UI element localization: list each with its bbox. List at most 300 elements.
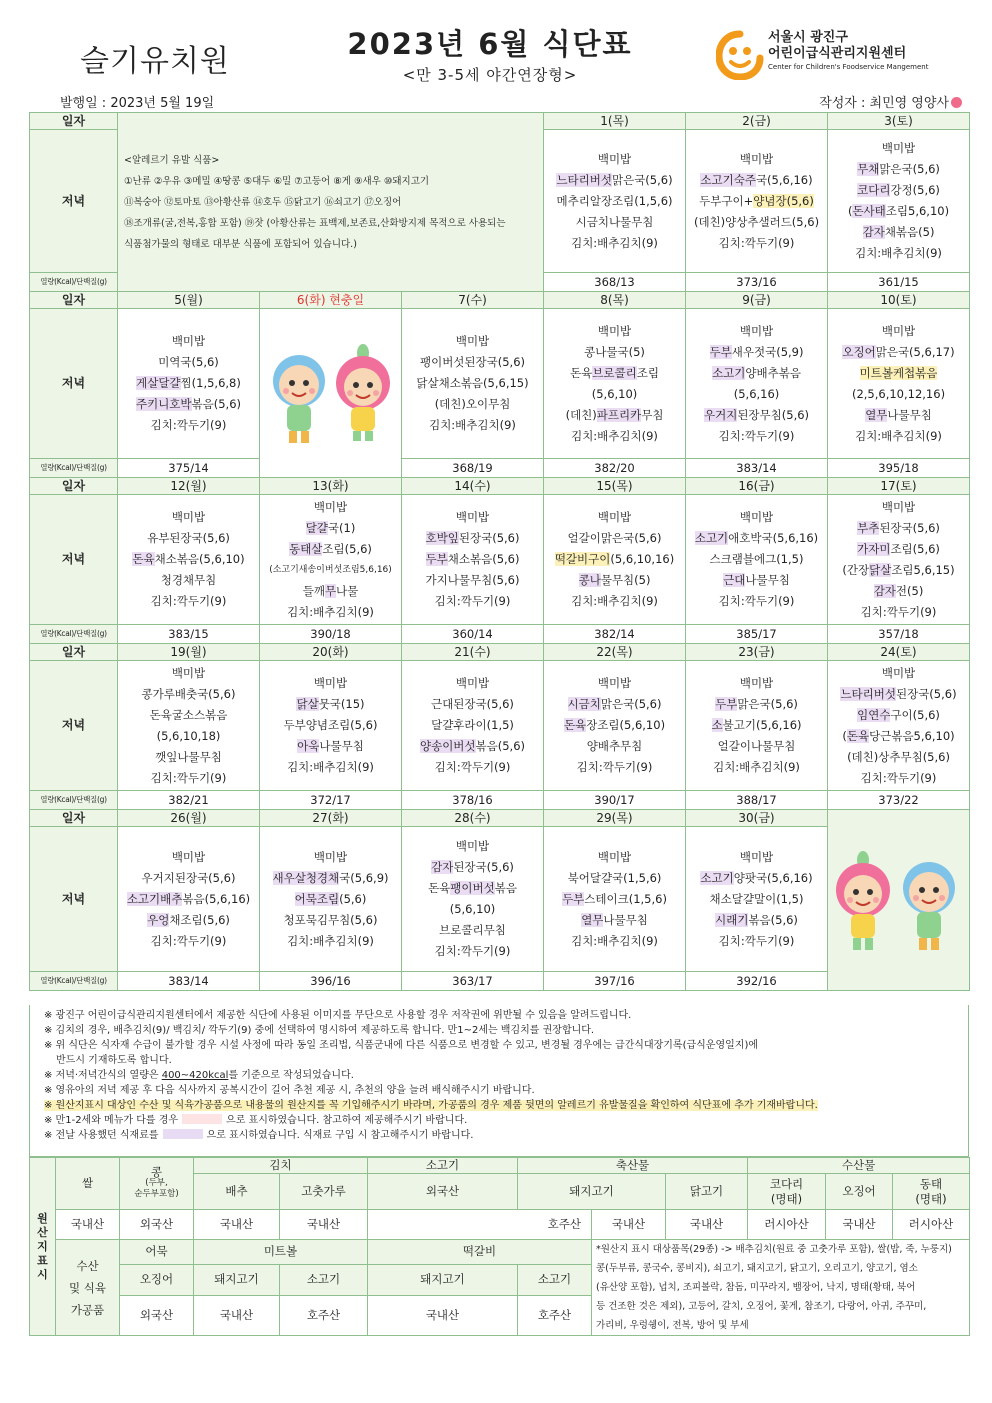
page-title: 2023년 6월 식단표 (347, 27, 633, 61)
kimchi-header: 김치 (194, 1158, 368, 1174)
menu-item: 백미밥 (739, 151, 774, 166)
note-legend-purple-post: 으로 표시하였습니다. 식재료 구입 시 참고해주시기 바랍니다. (206, 1130, 474, 1141)
menu-cell (118, 309, 260, 459)
kcal-value: 375/14 (118, 459, 260, 478)
menu-item: 백미밥 (597, 676, 632, 690)
menu-item: 무채맑은국(5,6) (857, 162, 940, 176)
menu-item: 백미밥 (597, 510, 632, 524)
menu-cell (544, 309, 686, 459)
menu-item: 김치:깍두기(9) (718, 428, 795, 443)
menu-item: 느타리버섯된장국(5,6) (840, 686, 957, 701)
note-calorie-pre: ※ 저녁·저녁간식의 열량은 (44, 1070, 162, 1081)
dinner-label: 저녁 (30, 661, 118, 791)
menu-item: 돈육브로콜리조림 (570, 365, 659, 380)
highlighted-ingredient: 소고기숙주 (700, 172, 756, 187)
menu-item: 돈육팽이버섯볶음 (428, 881, 517, 895)
menu-item: 청경채무침 (160, 573, 217, 587)
menu-item (828, 363, 969, 384)
pollack2-header (893, 1174, 970, 1210)
highlighted-ingredient: 파프리카 (596, 407, 642, 422)
menu-item: 김치:배추김치(9) (571, 594, 658, 608)
menu-item: 우거지된장국(5,6) (141, 870, 236, 885)
week3-kcal-row (30, 625, 970, 644)
menu-item: 두부양념조림(5,6) (283, 718, 378, 732)
origin-side-char: 표 (37, 1253, 48, 1267)
menu-item: (간장닭살조림5,6,15) (842, 562, 955, 577)
menu-item: (데친)파프리카무침 (565, 407, 664, 422)
highlighted-ingredient: 호박잎 (425, 531, 459, 545)
menu-item: 두부새우젓국(5,9) (709, 344, 804, 359)
menu-item: 소고기양팟국(5,6,16) (700, 870, 813, 885)
menu-item: 백미밥 (597, 323, 632, 338)
highlighted-ingredient: 게살달걀 (136, 376, 181, 390)
highlighted-ingredient: 두부 (425, 552, 448, 566)
day-header: 30(금) (686, 810, 828, 827)
menu-item: 백미밥 (881, 499, 916, 514)
kcal-value: 382/14 (544, 625, 686, 644)
day-header: 5(월) (118, 292, 260, 309)
highlighted-ingredient: 어묵조림 (294, 891, 340, 906)
note-legend-pink-post: 으로 표시하였습니다. 참고하여 제공해주시기 바랍니다. (226, 1115, 468, 1126)
allergy-title: <알레르기 유발 식품> (124, 154, 220, 166)
day-header: 15(목) (544, 478, 686, 495)
allergy-line: ⑪복숭아 ⑫토마토 ⑬아황산류 ⑭호두 ⑮닭고기 ⑯쇠고기 ⑰오징어 (124, 196, 402, 208)
menu-item: 우거지된장무침(5,6) (704, 407, 810, 422)
menu-item: (돈사태조림5,6,10) (847, 204, 950, 218)
origin-header-row-1 (30, 1158, 970, 1174)
pollack1-header (748, 1174, 826, 1210)
menu-cell (118, 827, 260, 972)
kcal-value: 368/13 (544, 273, 686, 292)
origin-value: 러시아산 (893, 1210, 970, 1240)
menu-item: 백미밥 (881, 665, 916, 680)
menu-item: 주키니호박볶음(5,6) (135, 397, 242, 411)
menu-cell (686, 309, 828, 459)
note-calorie (44, 1068, 962, 1083)
menu-item: 동태살조림(5,6) (289, 541, 372, 556)
highlighted-ingredient: 돈육 (563, 718, 587, 732)
kindergarten-name: 슬기유치원 (80, 44, 230, 79)
note-calorie-range: 400~420kcal (161, 1070, 229, 1081)
menu-item: 시금치맑은국(5,6) (567, 697, 662, 711)
menu-item: 김치:깍두기(9) (150, 770, 227, 785)
menu-item: (데친)상추무침(5,6) (847, 749, 950, 764)
menu-item: 얼갈이나물무침 (717, 739, 796, 753)
origin-value: 외국산 (120, 1210, 194, 1240)
day-header: 28(수) (402, 810, 544, 827)
origin-side-char: 시 (37, 1267, 48, 1281)
menu-item: 두부구이+양념장(5,6) (699, 193, 814, 208)
kcal-label: 열량(Kcal)/단백질(g) (30, 625, 118, 644)
menu-item: 양배추무침 (586, 739, 643, 753)
menu-item: (5,6,16) (733, 386, 780, 401)
highlighted-ingredient: 돈육 (846, 728, 870, 743)
menu-item: 김치:깍두기(9) (860, 604, 937, 619)
menu-item: 소불고기(5,6,16) (711, 718, 802, 732)
day-header: 26(월) (118, 810, 260, 827)
day-header: 7(수) (402, 292, 544, 309)
menu-item: (소고기새송이버섯조림5,6,16) (269, 564, 392, 575)
dinner-label: 저녁 (30, 309, 118, 459)
menu-item: 아욱나물무침 (297, 739, 364, 753)
origin-target-line: 콩(두부류, 콩국수, 콩비지), 쇠고기, 돼지고기, 닭고기, 오리고기, 양고기, 염소 (596, 1263, 918, 1274)
menu-item: 백미밥 (313, 499, 348, 514)
note-portion: ※ 영유아의 저녁 제공 후 다음 식사까지 공복시간이 길어 추천 제공 시, 추천의 양을 늘려 배식해주시기 바랍니다. (44, 1085, 535, 1096)
kcal-value: 382/20 (544, 459, 686, 478)
menu-item: (돈육당근볶음5,6,10) (842, 728, 955, 743)
author-text: 작성자 : 최민영 영양사 (819, 96, 949, 111)
day-header: 1(목) (544, 113, 686, 130)
highlighted-ingredient: 부추 (857, 520, 880, 535)
day-header: 14(수) (402, 478, 544, 495)
highlighted-ingredient: 두부 (715, 697, 738, 711)
menu-item: 어묵조림(5,6) (294, 891, 367, 906)
processed-header (56, 1240, 120, 1336)
menu-item: 청포묵김무침(5,6) (283, 912, 378, 927)
menu-item: 백미밥 (597, 151, 632, 166)
highlighted-ingredient: 코다리 (857, 183, 891, 197)
menu-item: 돈육굴소스볶음 (149, 707, 228, 722)
menu-item: 콩나물국(5) (584, 344, 645, 359)
day-header: 10(토) (828, 292, 970, 309)
menu-cell (686, 495, 828, 625)
highlighted-ingredient: 양념장(5,6) (753, 193, 814, 208)
menu-item: 가지나물무침(5,6) (425, 573, 520, 587)
origin-value: 외국산 (120, 1295, 194, 1335)
menu-item: (5,6,10) (591, 386, 638, 401)
kcal-label: 열량(Kcal)/단백질(g) (30, 273, 118, 292)
menu-item: 백미밥 (881, 323, 916, 338)
menu-item: 유부된장국(5,6) (147, 531, 230, 545)
origin-target-line: 등 건조한 것은 제외), 고등어, 갈치, 오징어, 꽃게, 참조기, 다랑어, 아귀, 주꾸미, (596, 1301, 927, 1312)
allergy-info (118, 113, 544, 292)
highlighted-ingredient: 브로콜리 (592, 365, 637, 380)
day-header: 20(화) (260, 644, 402, 661)
kcal-value: 397/16 (544, 972, 686, 991)
menu-item: 김치:배추김치(9) (571, 235, 658, 250)
highlighted-ingredient: 소고기 (700, 870, 734, 885)
bean-header-sub: 순두부포함) (134, 1189, 179, 1199)
menu-item: 콩가루배춧국(5,6) (141, 686, 236, 701)
day-header: 2(금) (686, 113, 828, 130)
menu-item: 미역국(5,6) (158, 355, 219, 369)
menu-item: 양송이버섯볶음(5,6) (419, 739, 526, 753)
purple-legend-swatch (163, 1129, 203, 1139)
menu-item: 김치:깍두기(9) (718, 933, 795, 948)
pollack1-header-sub: (명태) (770, 1191, 803, 1206)
day-header: 19(월) (118, 644, 260, 661)
menu-item: 달걀후라이(1,5) (431, 718, 514, 732)
menu-item: 콩나물무침(5) (578, 573, 651, 587)
note-substitution: ※ 위 식단은 식자재 수급이 불가할 경우 시설 사정에 따라 동일 조리법, 식품군내에 다른 식품으로 변경할 수 있고, 변경될 경우에는 급간식대장기록(급식운영일지)에 (44, 1040, 759, 1051)
processed-header-line: 가공품 (70, 1302, 105, 1317)
menu-item: (데친)오이무침 (434, 397, 511, 411)
menu-cell (402, 495, 544, 625)
bean-header-title: 콩 (150, 1165, 163, 1179)
highlighted-ingredient: 주키니호박 (135, 397, 192, 411)
highlighted-ingredient: 느타리버섯 (840, 686, 896, 701)
menu-item: 깻잎나물무침 (155, 749, 222, 764)
highlighted-ingredient: 열무 (865, 407, 888, 422)
pink-legend-swatch (182, 1114, 222, 1124)
note-legend-pink-pre: ※ 만1-2세와 메뉴가 다를 경우 (44, 1115, 179, 1126)
kcal-value: 396/16 (260, 972, 402, 991)
kcal-value: 383/14 (118, 972, 260, 991)
menu-cell (260, 661, 402, 791)
menu-item: 북어달걀국(1,5,6) (567, 870, 662, 885)
day-label: 일자 (30, 292, 118, 309)
menu-cell (686, 827, 828, 972)
livestock-header: 축산물 (518, 1158, 748, 1174)
menu-item: 새우살청경채국(5,6,9) (272, 870, 389, 885)
highlighted-ingredient: 임연수 (857, 707, 891, 722)
week4-day-row (30, 644, 970, 661)
menu-item: 메추리알장조림(1,5,6) (556, 193, 673, 208)
menu-cell (260, 827, 402, 972)
seafood-header: 수산물 (748, 1158, 970, 1174)
menu-item: 김치:깍두기(9) (576, 760, 653, 774)
allergy-line: ⑱조개류(굴,전복,홍합 포함) ⑲잣 (아황산류는 표백제,보존료,산화방지제 목적으로 사용되는 (124, 217, 506, 229)
menu-cell (402, 661, 544, 791)
kcal-value: 361/15 (828, 273, 970, 292)
rice-header: 쌀 (56, 1158, 120, 1210)
highlighted-ingredient: 두부 (709, 344, 732, 359)
highlighted-ingredient: 새우살청경채 (272, 870, 340, 885)
note-legend-purple (44, 1128, 962, 1143)
highlighted-ingredient: 우엉 (147, 912, 170, 927)
pork-header: 돼지고기 (518, 1174, 666, 1210)
menu-item: 소고기양배추볶음 (712, 365, 801, 380)
menu-item: (데친)양상추샐러드(5,6) (693, 214, 820, 229)
menu-item: 소고기배추볶음(5,6,16) (126, 891, 251, 906)
week2-day-row (30, 292, 970, 309)
fishcake-header: 어묵 (120, 1240, 194, 1265)
highlighted-ingredient: 감자 (862, 225, 885, 239)
kcal-label: 열량(Kcal)/단백질(g) (30, 459, 118, 478)
day-label: 일자 (30, 478, 118, 495)
kcal-value: 383/14 (686, 459, 828, 478)
day-header-holiday: 6(화) 현충일 (260, 292, 402, 309)
menu-item: 백미밥 (455, 676, 490, 690)
day-header: 22(목) (544, 644, 686, 661)
chicken-header: 닭고기 (666, 1174, 748, 1210)
menu-cell (686, 130, 828, 273)
menu-item: 시래기볶음(5,6) (715, 912, 798, 927)
highlighted-ingredient: 콩나 (578, 573, 601, 587)
menu-item: 열무나물무침 (865, 407, 932, 422)
menu-cell (686, 661, 828, 791)
tteokgalbi-beef-header: 소고기 (518, 1264, 592, 1295)
origin-side-char: 원 (37, 1211, 48, 1225)
highlighted-ingredient: 닭살 (296, 697, 319, 711)
origin-target-line: 가리비, 우렁쉥이, 전복, 방어 및 부세 (596, 1320, 749, 1331)
closing-illustration (828, 810, 970, 991)
menu-item: (5,6,10) (449, 902, 496, 916)
menu-item: 김치:배추김치(9) (429, 418, 516, 432)
meatball-beef-header: 소고기 (280, 1264, 368, 1295)
origin-value: 러시아산 (748, 1210, 826, 1240)
menu-item: 두부채소볶음(5,6) (425, 552, 520, 566)
allergy-line: ①난류 ②우유 ③메밀 ④땅콩 ⑤대두 ⑥밀 ⑦고등어 ⑧게 ⑨새우 ⑩돼지고기 (124, 175, 430, 187)
menu-item: 두부스테이크(1,5,6) (562, 891, 667, 906)
kimchi-cabbage-header: 배추 (194, 1174, 280, 1210)
highlighted-ingredient: 감자 (873, 583, 896, 598)
highlighted-ingredient: 팽이버섯 (450, 881, 495, 895)
tteokgalbi-pork-header: 돼지고기 (368, 1264, 518, 1295)
origin-value: 국내산 (194, 1295, 280, 1335)
day-header: 8(목) (544, 292, 686, 309)
note-substitution-cont: 반드시 기재하도록 합니다. (56, 1055, 172, 1066)
origin-table (29, 1157, 970, 1336)
kcal-value: 373/22 (828, 791, 970, 810)
day-header: 27(화) (260, 810, 402, 827)
origin-value: 국내산 (280, 1210, 368, 1240)
menu-item: 김치:배추김치(9) (713, 760, 800, 774)
menu-item: 김치:배추김치(9) (855, 428, 942, 443)
menu-cell (402, 827, 544, 972)
menu-cell (402, 309, 544, 459)
menu-item: (2,5,6,10,12,16) (851, 386, 946, 401)
menu-item: 김치:깍두기(9) (434, 760, 511, 774)
highlighted-ingredient: 돈사태 (852, 204, 886, 218)
menu-item: 백미밥 (313, 676, 348, 690)
menu-item: 김치:깍두기(9) (718, 235, 795, 250)
menu-item: 감자전(5) (873, 583, 924, 598)
note-origin-text: ※ 원산지표시 대상인 수산 및 식육가공품으로 내용물의 원산지를 꼭 기입해주시기 바라며, 가공품의 경우 제품 뒷면의 알레르기 유발물질을 확인하여 식단표에 추가 기재바랍니다. (44, 1100, 818, 1111)
menu-item: 채소달걀말이(1,5) (709, 891, 804, 906)
origin-value: 국내산 (194, 1210, 280, 1240)
menu-item: 백미밥 (171, 849, 206, 864)
menu-item: 김치:깍두기(9) (150, 594, 227, 608)
beef-header: 소고기 (368, 1158, 518, 1174)
menu-item: 닭살채소볶음(5,6,15) (416, 376, 529, 390)
allergy-line: 식품첨가물의 형태로 대부분 식품에 포함되어 있습니다.) (124, 238, 357, 250)
logo-text-district: 서울시 광진구 (768, 30, 848, 45)
menu-item: 달걀국(1) (305, 520, 356, 535)
menu-item: 근대나물무침 (723, 573, 790, 587)
note-origin (44, 1098, 962, 1113)
issue-date: 발행일 : 2023년 5월 19일 (60, 96, 215, 111)
highlighted-ingredient: 달걀 (305, 520, 328, 535)
day-header: 21(수) (402, 644, 544, 661)
note-legend-pink (44, 1113, 962, 1128)
menu-item: 근대된장국(5,6) (431, 697, 514, 711)
pollack1-header-title: 코다리 (769, 1176, 804, 1191)
menu-item: 들깨무나물 (302, 583, 359, 598)
kcal-value: 372/17 (260, 791, 402, 810)
highlighted-ingredient: 소고기 (712, 365, 746, 380)
week5-day-row (30, 810, 970, 827)
menu-item: 백미밥 (739, 676, 774, 690)
menu-item: 호박잎된장국(5,6) (425, 531, 520, 545)
meatball-header: 미트볼 (194, 1240, 368, 1265)
menu-item: 얼갈이맑은국(5,6) (567, 531, 662, 545)
highlighted-ingredient: 시금치 (567, 697, 601, 711)
menu-cell (828, 309, 970, 459)
menu-item: 떡갈비구이(5,6,10,16) (554, 552, 675, 566)
menu-item: 감자된장국(5,6) (431, 860, 514, 874)
pollack2-header-title: 동태 (919, 1176, 943, 1191)
origin-value: 호주산 (280, 1295, 368, 1335)
highlighted-ingredient: 무 (324, 583, 337, 598)
menu-item: 백미밥 (455, 839, 490, 853)
highlighted-ingredient: 동태살 (289, 541, 323, 556)
day-header: 29(목) (544, 810, 686, 827)
smile-icon (951, 97, 962, 108)
mascot-characters-icon (829, 838, 969, 958)
menu-cell (118, 495, 260, 625)
highlighted-ingredient: 느타리버섯 (556, 172, 612, 187)
menu-cell (544, 495, 686, 625)
dinner-label: 저녁 (30, 827, 118, 972)
origin-header-row-3 (30, 1240, 970, 1265)
day-header: 24(토) (828, 644, 970, 661)
mascot-characters-icon (261, 335, 401, 445)
week3-day-row (30, 478, 970, 495)
beef-sub-header: 외국산 (368, 1174, 518, 1210)
logo-text-center: 어린이급식관리지원센터 (768, 46, 907, 61)
highlighted-ingredient: 무채 (857, 162, 880, 176)
menu-item: 코다리강정(5,6) (857, 183, 940, 197)
origin-side-char: 산 (37, 1225, 48, 1239)
note-legend-purple-pre: ※ 전날 사용했던 식재료를 (44, 1130, 159, 1141)
menu-item: 김치:배추김치(9) (287, 604, 374, 619)
menu-cell (544, 661, 686, 791)
highlighted-ingredient: 아욱 (297, 739, 320, 753)
menu-cell (544, 827, 686, 972)
menu-item: 백미밥 (313, 849, 348, 864)
tteokgalbi-header: 떡갈비 (368, 1240, 592, 1265)
highlighted-ingredient: 닭살 (869, 562, 892, 577)
highlighted-ingredient: 떡갈비구이 (554, 552, 611, 566)
highlighted-ingredient: 소고기 (694, 531, 729, 545)
origin-side-label (30, 1158, 56, 1336)
highlighted-ingredient: 열무 (581, 912, 604, 927)
menu-item: 백미밥 (171, 334, 206, 348)
meatball-pork-header: 돼지고기 (194, 1264, 280, 1295)
menu-item: 두부맑은국(5,6) (715, 697, 798, 711)
menu-cell (828, 661, 970, 791)
kcal-label: 열량(Kcal)/단백질(g) (30, 972, 118, 991)
menu-item: 부추된장국(5,6) (857, 520, 940, 535)
kcal-value: 390/17 (544, 791, 686, 810)
menu-item: 김치:깍두기(9) (434, 944, 511, 958)
menu-item: 게살달걀찜(1,5,6,8) (136, 376, 241, 390)
processed-header-line: 수산 (76, 1258, 99, 1273)
day-header: 23(금) (686, 644, 828, 661)
menu-item: 우엉채조림(5,6) (147, 912, 230, 927)
week2-kcal-row (30, 459, 970, 478)
highlighted-ingredient: 소고기배추 (126, 891, 183, 906)
menu-table (29, 112, 970, 991)
menu-item: 시금치나물무침 (575, 214, 654, 229)
menu-item: 김치:배추김치(9) (287, 933, 374, 948)
pollack2-header-sub: (명태) (915, 1191, 947, 1206)
menu-item: 김치:배추김치(9) (287, 760, 374, 774)
menu-item: 느타리버섯맑은국(5,6) (556, 172, 673, 187)
menu-cell (828, 130, 970, 273)
menu-item: 김치:깍두기(9) (434, 594, 511, 608)
kcal-value: 357/18 (828, 625, 970, 644)
processed-header-line: 및 식육 (69, 1280, 106, 1295)
origin-target-line: (유산양 포함), 넙치, 조피볼락, 참돔, 미꾸라지, 뱀장어, 낙지, 명태(황태, 북어 (596, 1282, 916, 1293)
origin-target-line: *원산지 표시 대상품목(29종) -> 배추김치(원료 중 고춧가루 포함), 쌀(밥, 죽, 누룽지) (596, 1244, 952, 1255)
day-header: 12(월) (118, 478, 260, 495)
center-logo (716, 30, 966, 84)
menu-cell (544, 130, 686, 273)
kcal-value: 373/16 (686, 273, 828, 292)
origin-target-list (592, 1240, 970, 1336)
